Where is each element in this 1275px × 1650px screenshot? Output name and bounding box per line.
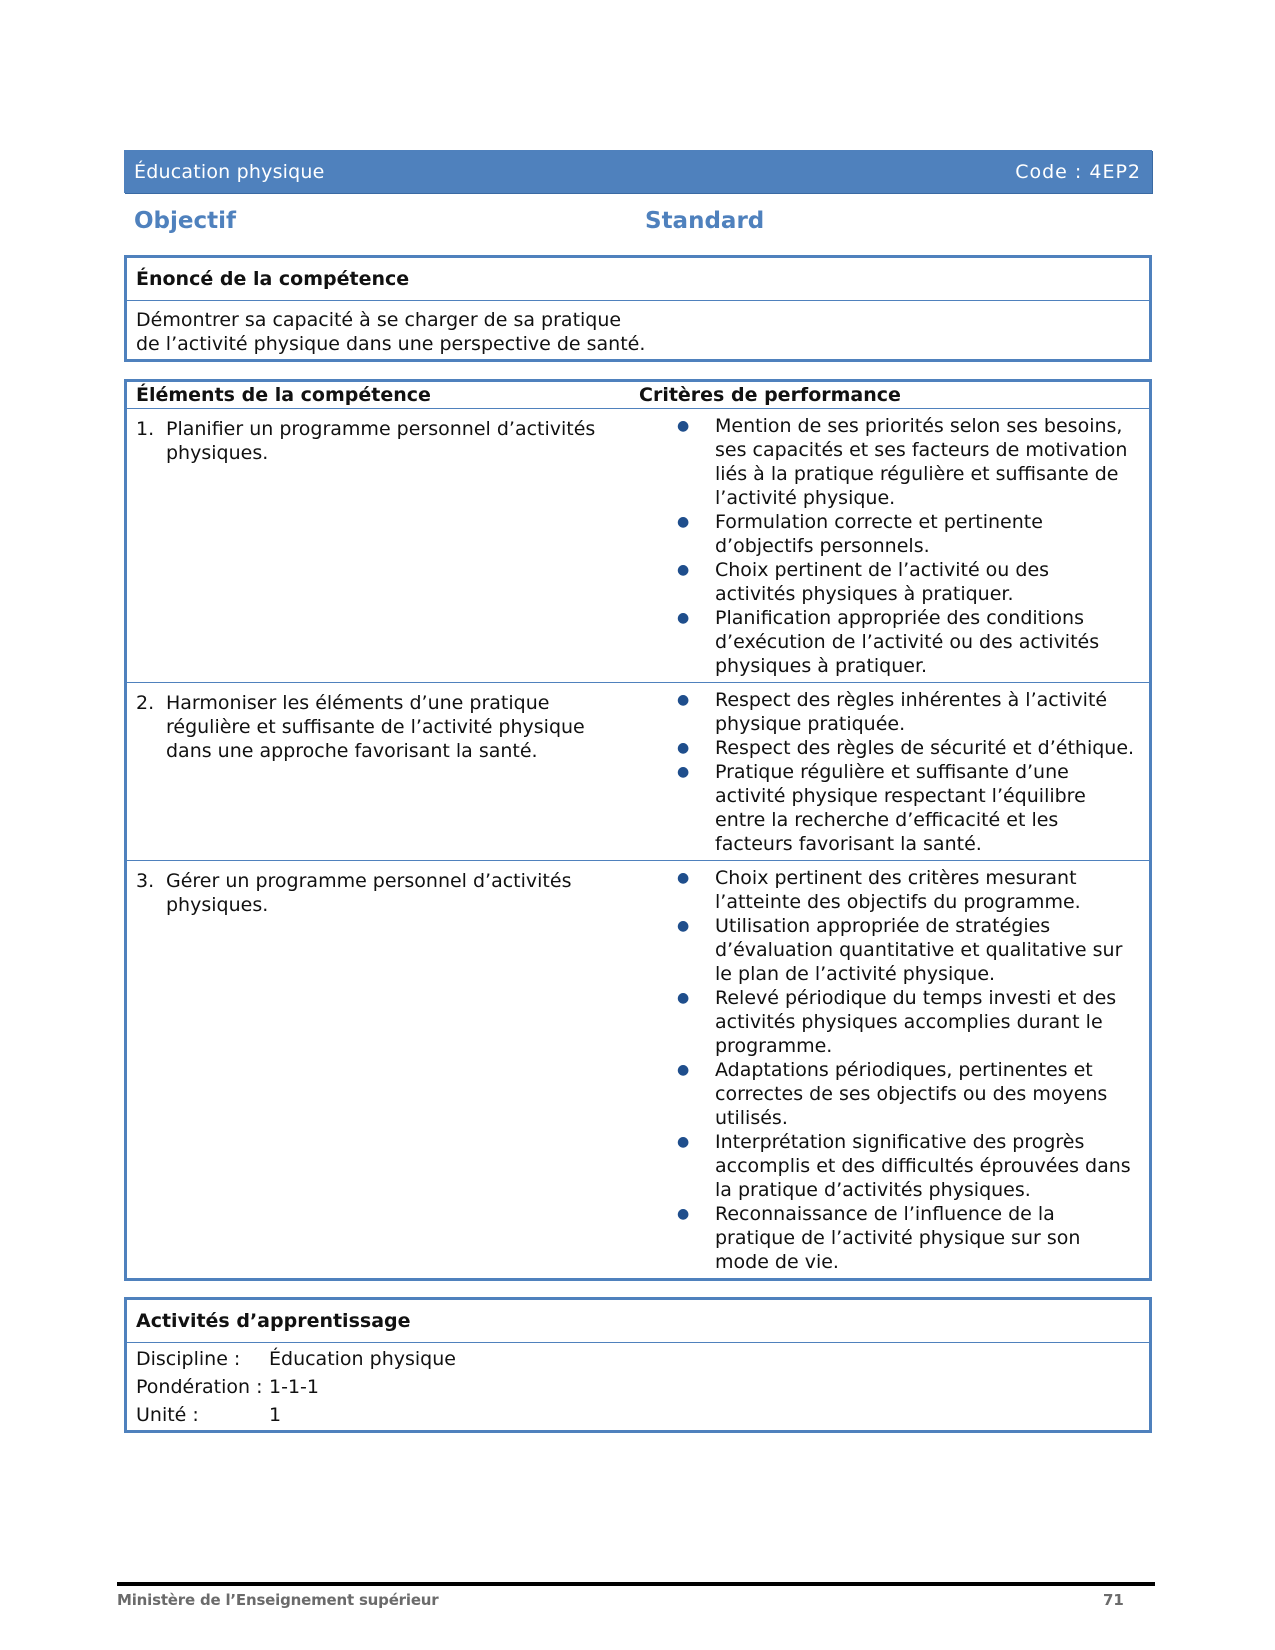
criterion-item xyxy=(639,1130,1135,1202)
bullet-icon xyxy=(639,606,715,678)
element-text: Planifier un programme personnel d’activités physiques. xyxy=(166,418,596,464)
criterion-text: Choix pertinent de l’activité ou des activités physiques à pratiquer. xyxy=(715,559,1050,605)
criteria-cell xyxy=(639,861,1149,1278)
criterion-text: Respect des règles de sécurité et d’éthique. xyxy=(715,737,1135,759)
criterion-item xyxy=(639,986,1135,1058)
criterion-text: Formulation correcte et pertinente d’objectifs personnels. xyxy=(715,511,1043,557)
criterion-item xyxy=(639,414,1135,510)
enonce-body xyxy=(127,301,1149,356)
footer-publisher: Ministère de l’Enseignement supérieur xyxy=(117,1591,439,1609)
elements-column-heading: Éléments de la compétence xyxy=(136,384,431,406)
bullet-icon xyxy=(639,688,715,736)
activites-body xyxy=(127,1343,1149,1429)
criteria-cell xyxy=(639,409,1149,682)
criterion-text: Interprétation significative des progrès accomplis et des difficultés éprouvées dans la pratique d’activités physiques. xyxy=(715,1131,1131,1201)
criterion-item xyxy=(639,688,1135,736)
field-label: Pondération : xyxy=(136,1376,263,1398)
field-value: 1-1-1 xyxy=(269,1376,319,1398)
criterion-text: Choix pertinent des critères mesurant l’atteinte des objectifs du programme. xyxy=(715,867,1081,913)
criterion-text: Utilisation appropriée de stratégies d’évaluation quantitative et qualitative sur le plan de l’activité physique. xyxy=(715,915,1123,985)
criterion-item xyxy=(639,760,1135,856)
criterion-text: Relevé périodique du temps investi et des activités physiques accomplies durant le programme. xyxy=(715,987,1117,1057)
criterion-item xyxy=(639,606,1135,678)
bullet-icon xyxy=(639,414,715,510)
objectif-title: Objectif xyxy=(134,208,237,234)
criterion-text: Respect des règles inhérentes à l’activité physique pratiquée. xyxy=(715,689,1108,735)
footer-divider xyxy=(117,1582,1155,1586)
enonce-box xyxy=(124,255,1152,362)
element-cell xyxy=(127,861,639,1278)
element-number: 2. xyxy=(136,692,155,714)
element-number: 1. xyxy=(136,418,155,440)
table-row xyxy=(127,861,1149,1278)
criterion-item xyxy=(639,510,1135,558)
field-label: Unité : xyxy=(136,1404,199,1426)
bullet-icon xyxy=(639,736,715,760)
element-number: 3. xyxy=(136,870,155,892)
criterion-text: Mention de ses priorités selon ses besoins, ses capacités et ses facteurs de motivation liés à la pratique régulière et suffisante de l’activité physique. xyxy=(715,415,1128,509)
section-titles xyxy=(134,208,1144,238)
table-row xyxy=(127,683,1149,861)
element-cell xyxy=(127,409,639,682)
activites-heading: Activités d’apprentissage xyxy=(127,1300,1149,1343)
criterion-text: Planification appropriée des conditions d’exécution de l’activité ou des activités physiques à pratiquer. xyxy=(715,607,1100,677)
elements-table xyxy=(124,379,1152,1281)
criterion-text: Pratique régulière et suffisante d’une activité physique respectant l’équilibre entre la recherche d’efficacité et les facteurs favorisant la santé. xyxy=(715,761,1086,855)
enonce-heading: Énoncé de la compétence xyxy=(127,258,1149,301)
criteria-column-heading: Critères de performance xyxy=(639,384,901,406)
course-code: Code : 4EP2 xyxy=(1015,160,1141,183)
criterion-item xyxy=(639,914,1135,986)
criterion-item xyxy=(639,736,1135,760)
field-value: Éducation physique xyxy=(269,1348,456,1370)
course-header-bar xyxy=(124,150,1152,193)
field-label: Discipline : xyxy=(136,1348,241,1370)
enonce-line: de l’activité physique dans une perspective de santé. xyxy=(136,333,646,355)
elements-table-header xyxy=(127,382,1149,409)
bullet-icon xyxy=(639,558,715,606)
page-number: 71 xyxy=(1103,1591,1124,1609)
activites-field xyxy=(136,1401,1140,1429)
bullet-icon xyxy=(639,914,715,986)
criteria-cell xyxy=(639,683,1149,860)
bullet-icon xyxy=(639,510,715,558)
criterion-item xyxy=(639,1058,1135,1130)
bullet-icon xyxy=(639,1202,715,1274)
enonce-line: Démontrer sa capacité à se charger de sa pratique xyxy=(136,309,622,331)
bullet-icon xyxy=(639,986,715,1058)
criterion-text: Reconnaissance de l’influence de la pratique de l’activité physique sur son mode de vie. xyxy=(715,1203,1081,1273)
element-cell xyxy=(127,683,639,860)
criterion-item xyxy=(639,866,1135,914)
field-value: 1 xyxy=(269,1404,282,1426)
criterion-text: Adaptations périodiques, pertinentes et correctes de ses objectifs ou des moyens utilisés. xyxy=(715,1059,1108,1129)
activites-field xyxy=(136,1345,1140,1373)
element-text: Harmoniser les éléments d’une pratique régulière et suffisante de l’activité physique dans une approche favorisant la santé. xyxy=(166,692,585,762)
bullet-icon xyxy=(639,866,715,914)
bullet-icon xyxy=(639,1058,715,1130)
standard-title: Standard xyxy=(645,208,765,234)
activites-box xyxy=(124,1297,1152,1433)
bullet-icon xyxy=(639,1130,715,1202)
bullet-icon xyxy=(639,760,715,856)
element-text: Gérer un programme personnel d’activités physiques. xyxy=(166,870,572,916)
activites-field xyxy=(136,1373,1140,1401)
criterion-item xyxy=(639,558,1135,606)
table-row xyxy=(127,409,1149,683)
discipline-title: Éducation physique xyxy=(134,160,325,183)
criterion-item xyxy=(639,1202,1135,1274)
